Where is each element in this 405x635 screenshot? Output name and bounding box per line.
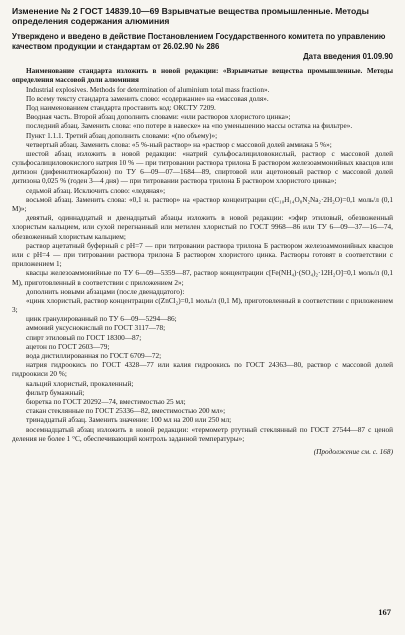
approval-statement: Утверждено и введено в действие Постановлением Государственного комитета по управлению качеством продукции и стандартам от 26.02.90 № 286 — [12, 32, 386, 51]
paragraph: Вводная часть. Второй абзац дополнить словами: «или растворов хлористого цинка»; — [26, 113, 291, 122]
paragraph: «цинк хлористый, раствор концентрации c(ZnCl₂)=0,1 моль/л (0,1 M), приготовленный в соответствии с приложением 3; — [12, 296, 393, 315]
paragraph: цинк гранулированный по ТУ 6—09—5294—86; — [26, 315, 177, 324]
paragraph: Под наименованием стандарта проставить код: ОКСТУ 7209. — [26, 103, 216, 112]
paragraph: шестой абзац изложить в новой редакции: «натрий сульфосалициловокислый, раствор с массовой долей сульфосалициловокислого натрия 10 % — при титровании раствора трилона Б раствором железоаммонийных квасцов или дитизон (дифенилтиокарбазон) по ТУ 6—09—07—1684—89, спиртовой или ацетоновый раствор с массовой долей дитизона 0,025 % (годен 3—4 дня) — при титровании раствора трилона Б раствором хлористого цинка»; — [12, 149, 393, 186]
paragraph: ацетон по ГОСТ 2603—79; — [26, 342, 110, 351]
paragraph: аммоний уксуснокислый по ГОСТ 3117—78; — [26, 324, 166, 333]
paragraph: спирт этиловый по ГОСТ 18300—87; — [26, 333, 142, 342]
paragraph: тринадцатый абзац. Заменить значение: 100 мл на 200 или 250 мл; — [26, 416, 232, 425]
document-body — [12, 67, 393, 444]
paragraph: восьмой абзац. Заменить слова: «0,1 н. раствор» на «раствор концентрации c(C₁₀H₁₄O₈N₂Na₂·2H₂O)=0,1 моль/л (0,1 M)»; — [12, 195, 393, 213]
paragraph: Industrial explosives. Methods for determination of aluminium total mass fraction». — [26, 85, 270, 94]
paragraph: раствор ацетатный буферный с pH=7 — при титровании раствора трилона Б раствором железоаммонийных квасцов или с pH=4 — при титровании раствора трилона Б раствором хлористого цинка. Растворы готовят в соответствии с приложением 1; — [12, 241, 393, 269]
paragraph: седьмой абзац. Исключить слово: «ледяная»; — [26, 186, 166, 195]
continuation-note: (Продолжение см. с. 168) — [313, 446, 393, 456]
paragraph: квасцы железоаммонийные по ТУ 6—09—5359—87, раствор концентрации c[Fe(NH₄)·(SO₄)₂·12H₂O]=0,1 моль/л (0,1 M), приготовленный в соответствии с приложением 2»; — [12, 269, 393, 287]
paragraph: кальций хлористый, прокаленный; — [26, 379, 134, 388]
paragraph: четвертый абзац. Заменить слова: «5 %-ный раствор» на «раствор с массовой долей аммиака 5 %»; — [26, 140, 332, 149]
paragraph: натрия гидроокись по ГОСТ 4328—77 или калия гидроокись по ГОСТ 24363—80, раствор с массовой долей гидроокиси 20 %; — [12, 361, 393, 379]
amendment-header: Изменение № 2 ГОСТ 14839.10—69 Взрывчатые вещества промышленные. Методы определения содержания алюминия — [12, 6, 369, 27]
paragraph: Наименование стандарта изложить в новой редакции: «Взрывчатые вещества промышленные. Методы определения массовой доли алюминия — [12, 67, 393, 85]
paragraph: Пункт 1.1.1. Третий абзац дополнить словами: «(по объему)»; — [26, 131, 218, 140]
paragraph: восемнадцатый абзац изложить в новой редакции: «термометр ртутный стеклянный по ГОСТ 27544—87 с ценой деления не более 1 °С, обеспечивающий контроль заданной температуры»; — [12, 425, 393, 443]
paragraph: последний абзац. Заменить слова: «по потере в навеске» на «по уменьшению массы остатка на фильтре». — [26, 122, 353, 131]
paragraph: дополнить новыми абзацами (после двенадцатого): — [26, 287, 185, 296]
paragraph: фильтр бумажный; — [26, 388, 85, 397]
paragraph: бюретка по ГОСТ 20292—74, вместимостью 25 мл; — [26, 397, 186, 406]
paragraph: По всему тексту стандарта заменить слово: «содержание» на «массовая доля». — [26, 94, 269, 103]
paragraph: стакан стеклянные по ГОСТ 25336—82, вместимостью 200 мл»; — [26, 407, 226, 416]
paragraph: девятый, одиннадцатый и двенадцатый абзацы изложить в новой редакции: «эфир этиловый, обезвоженный хлористым кальцием, или сухой перегнанный или метилен хлористый по ГОСТ 9968—86 или ТУ 6—09—37—16—74, обезвоженный хлористым кальцием; — [12, 214, 393, 241]
page-number: 167 — [378, 607, 391, 617]
paragraph: вода дистиллированная по ГОСТ 6709—72; — [26, 352, 162, 360]
effective-date: Дата введения 01.09.90 — [303, 51, 393, 61]
